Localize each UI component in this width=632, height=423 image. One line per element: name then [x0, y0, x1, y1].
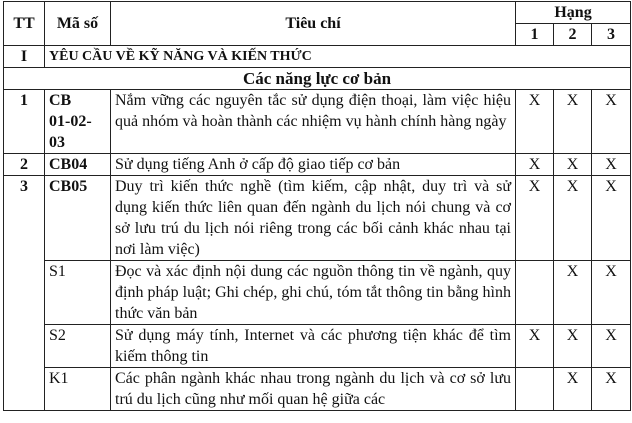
row-code-line: 01-02- — [49, 113, 92, 130]
row-mark-3: X — [592, 90, 631, 154]
subsection-row — [4, 68, 631, 90]
row-text: Sử dụng tiếng Anh ở cấp độ giao tiếp cơ bản — [111, 154, 516, 176]
row-text: Duy trì kiến thức nghề (tìm kiếm, cập nhật, duy trì và sử dụng kiến thức liên quan đến ngành du lịch nói chung và cơ sở lưu trú du lịch nói riêng trong các bối cảnh khác nhau tại nơi làm việc) — [111, 176, 516, 261]
row-text: Các phân ngành khác nhau trong ngành du lịch và cơ sở lưu trú du lịch cũng như mối quan hệ giữa các — [111, 368, 516, 411]
row-tt: 3 — [4, 176, 45, 411]
row-mark-2: X — [554, 176, 592, 261]
rank-level-3: 3 — [592, 24, 631, 46]
rank-level-1: 1 — [516, 24, 554, 46]
row-tt: 1 — [4, 90, 45, 154]
row-mark-1 — [516, 368, 554, 411]
header-row — [4, 2, 631, 24]
row-code: CB04 — [45, 154, 111, 176]
table-row — [4, 176, 631, 261]
table-row — [4, 261, 631, 325]
row-mark-2: X — [554, 368, 592, 411]
row-mark-3: X — [592, 368, 631, 411]
section-numeral: I — [4, 46, 45, 68]
row-text: Đọc và xác định nội dung các nguồn thông tin về ngành, quy định pháp luật; Ghi chép, ghi chú, tóm tắt thông tin bằng hình thức văn bản — [111, 261, 516, 325]
row-mark-1: X — [516, 176, 554, 261]
row-code — [45, 90, 111, 154]
table-row — [4, 90, 631, 154]
table-row — [4, 325, 631, 368]
header-rank: Hạng — [516, 2, 631, 24]
row-mark-2: X — [554, 261, 592, 325]
row-mark-3: X — [592, 325, 631, 368]
section-row — [4, 46, 631, 68]
row-code: CB05 — [45, 176, 111, 261]
table-row — [4, 154, 631, 176]
row-mark-3: X — [592, 154, 631, 176]
row-mark-1: X — [516, 325, 554, 368]
criteria-table — [3, 1, 631, 411]
row-mark-1 — [516, 261, 554, 325]
row-code-line: CB — [49, 92, 72, 109]
header-criteria: Tiêu chí — [111, 2, 516, 46]
row-code: S2 — [45, 325, 111, 368]
header-tt: TT — [4, 2, 45, 46]
row-mark-2: X — [554, 325, 592, 368]
section-title: YÊU CẦU VỀ KỸ NĂNG VÀ KIẾN THỨC — [45, 46, 631, 68]
row-text: Sử dụng máy tính, Internet và các phương tiện khác để tìm kiếm thông tin — [111, 325, 516, 368]
row-tt: 2 — [4, 154, 45, 176]
row-mark-1: X — [516, 154, 554, 176]
row-mark-2: X — [554, 90, 592, 154]
rank-level-2: 2 — [554, 24, 592, 46]
row-mark-3: X — [592, 176, 631, 261]
row-mark-1: X — [516, 90, 554, 154]
header-code: Mã số — [45, 2, 111, 46]
row-mark-3: X — [592, 261, 631, 325]
row-code-line: 03 — [49, 134, 65, 151]
row-text: Nắm vững các nguyên tắc sử dụng điện thoại, làm việc hiệu quả nhóm và hoàn thành các nhiệm vụ hành chính hàng ngày — [111, 90, 516, 154]
row-code: S1 — [45, 261, 111, 325]
table-row — [4, 368, 631, 411]
row-code: K1 — [45, 368, 111, 411]
row-mark-2: X — [554, 154, 592, 176]
subsection-title: Các năng lực cơ bản — [4, 68, 631, 90]
